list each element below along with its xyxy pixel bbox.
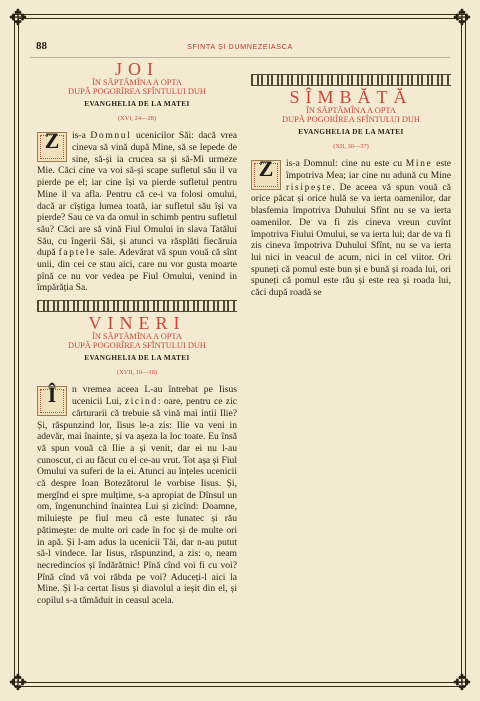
text-run: . De aceea vă spun vouă că orice păcat și orice hulă se va ierta oamenilor, dar blasfemia împotriva Duhului Sfînt nu se va ierta oamenilor. De va fi zis cineva vreun cuvînt împotriva Fiului Omului, se va ierta lui; dar de va fi zis cineva împotriva Duhului Sfînt, nu se va ierta lui nici in veacul de acum, nici in cel viitor. Ori spuneți că pomul este bun și e bună și roada lui, ori spuneți că pomul este rău și este rea și roada lui, căci după roadă se [251, 181, 451, 299]
corner-ornament-bottom-right: ✥ [452, 670, 472, 695]
drop-cap: Z [251, 160, 281, 190]
text-run-spaced: Domnul [90, 130, 132, 142]
text-run: este împotriva Mea; iar cine nu adună cu Mine [286, 158, 451, 181]
reading-text [37, 130, 237, 294]
section-subtitle: DUPĂ POGORÎREA SFÎNTULUI DUH [282, 115, 420, 125]
text-run-spaced: zicind [124, 396, 158, 408]
corner-ornament-top-left: ✥ [8, 5, 28, 30]
section-subtitle: DUPĂ POGORÎREA SFÎNTULUI DUH [68, 341, 206, 351]
section-title: VINERI [88, 313, 186, 334]
drop-cap: Z [37, 132, 67, 162]
corner-ornament-top-right: ✥ [452, 5, 472, 30]
text-run-spaced: faptele [58, 247, 96, 259]
right-column [251, 74, 451, 433]
reading-text [251, 158, 451, 433]
corner-ornament-bottom-left: ✥ [8, 670, 28, 695]
text-run: is-a [72, 130, 91, 142]
ornament-band [251, 74, 451, 86]
text-run: sale. Adevărat vă spun vouă că sînt unii, din cei ce stau aici, care nu vor gusta moarte pînă ce nu vor vedea pe Fiul Omului, venind in împărăția Sa. [37, 247, 237, 294]
running-title: SFINTA ȘI DUMNEZEIASCA [187, 42, 293, 51]
section-subtitle: ÎN SĂPTĂMÎNA A OPTA [92, 77, 182, 87]
text-run: n vremea aceea L-au întrebat pe Iisus ucenicii Lui, [72, 384, 237, 408]
text-run: ucenicilor Săi: dacă vrea cineva să vină după Mine, să se lepede de sine, să-și ia crucea sa și să-Mi urmeze Mie. Căci cine va voi să-și scape sufletul său il va pierde pe el; iar cine își va pierde sufletul pentru Mine il va afla. Pentru că ce-i va folosi omului, dacă ar cîștiga lumea toată, iar sufletul său își va pierde? Sau ce va da omul in schimb pentru sufletul său? Căci are să vină Fiul Omului in slava Tatălui Său, cu îngerii Săi, și atunci va răsplăti fiecăruia după [37, 130, 237, 259]
gospel-heading: EVANGHELIA DE LA MATEI [298, 127, 404, 136]
text-run-spaced: risipește [286, 181, 333, 193]
section-joi [37, 59, 237, 294]
reading-text [37, 382, 237, 607]
section-subtitle: ÎN SĂPTĂMÎNA A OPTA [92, 331, 182, 341]
section-subtitle: ÎN SĂPTĂMÎNA A OPTA [306, 105, 396, 115]
page-number: 88 [36, 40, 47, 52]
drop-cap: Î [37, 386, 67, 416]
gospel-heading: EVANGHELIA DE LA MATEI [84, 99, 190, 108]
section-subtitle: DUPĂ POGORÎREA SFÎNTULUI DUH [68, 87, 206, 97]
scripture-reference: (XVII, 10—18) [116, 368, 158, 376]
text-run-spaced: Mine [405, 158, 433, 170]
text-run: is-a Domnul: cine nu este cu [286, 158, 406, 170]
running-head [30, 40, 450, 58]
section-vineri [37, 313, 237, 607]
section-title: JOI [115, 59, 159, 79]
ornament-band [37, 300, 237, 312]
gospel-heading: EVANGHELIA DE LA MATEI [84, 354, 190, 363]
section-simbata [251, 87, 451, 433]
scripture-reference: (XVI, 24—28) [118, 114, 156, 122]
scripture-reference: (XII, 30—37) [333, 142, 369, 150]
text-run: : oare, pentru ce zic cărturarii că trebuie să vină mai intii Ilie? Și, răspunzind lor, Iisus le-a zis: Ilie va veni in adevăr, mai înainte, și va așeza la loc toate. Eu însă vă spun vouă că Ilie a și venit, dar ei nu l-au cunoscut, ci au făcut cu el ce-au vrut. Tot așa și Fiul Omului va suferi de la ei. Atunci au înțeles ucenicii că despre Ioan Botezătorul le vorbise Iisus. Și, mergînd ei spre mulțime, s-a apropiat de Dînsul un om, îngenunchind înaintea Lui și zicînd: Doamne, miluiește pe fiul meu că este lunatec și rău pătimește: de multe ori cade în foc și de multe ori in apă. Și l-am adus la ucenicii Tăi, dar n-au putut să-l vindece. Iar Iisus, răspunzind, a zis: o, neam necredincios și îndărătnic! Pînă cînd voi fi cu voi? Pînă cînd vă voi răbda pe voi? Aduceți-l aici la Mine. Și l-a certat Iisus și diavolul a ieșit din el, și copilul s-a tămăduit in ceasul acela. [37, 396, 237, 607]
left-column [37, 59, 237, 607]
section-title: SÎMBĂTĂ [289, 87, 413, 107]
